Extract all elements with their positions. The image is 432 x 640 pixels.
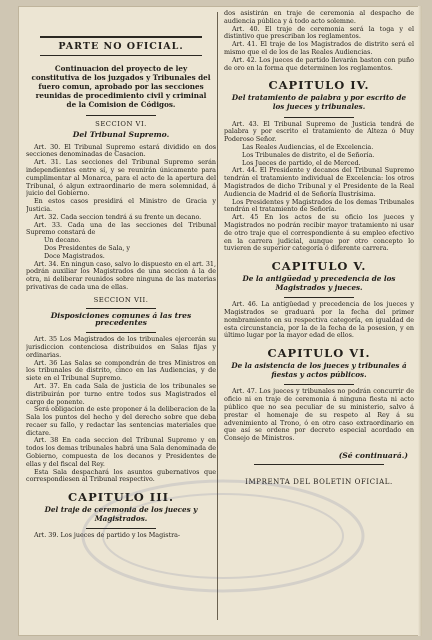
divider <box>86 332 156 333</box>
article-37: Art. 37. En cada Sala de justicia de los tribunales se distribuirán por turno entre todos sus Magistrados el cargo de ponente. <box>26 381 216 406</box>
divider <box>86 115 156 116</box>
article-39-continued: dos asistirán en traje de ceremonia al despacho de audiencia pública y á todo acto solemne. <box>224 10 414 25</box>
divider <box>86 308 156 309</box>
chapter-5-title: De la antigüedad y precedencia de los Magistrados y jueces. <box>242 274 396 292</box>
article-38-continued: Esta Sala despachará los asuntos gubernativos que correspondiesen al Tribunal respectivo. <box>26 467 216 484</box>
article-45: Art. 45 En los actos de su oficio los jueces y Magistrados no podrán recibir mayor tratamiento ni usar de otro traje que el correspondiente á su empleo efectivo en la carrera judicial, aunque por otro concepto lo tuvieren de superior categoría ó diferente carrera. <box>224 213 414 253</box>
newspaper-page <box>18 6 422 636</box>
article-43-item: Los Tribunales de distrito, el de Señoría. <box>242 150 375 159</box>
continuation-note: (Sé continuará.) <box>338 451 408 461</box>
divider <box>254 464 384 465</box>
article-43: Art. 43. El Tribunal Supremo de Justicia tendrá de palabra y por escrito el tratamiento de Alteza ó Muy Poderoso Señor. <box>224 119 414 144</box>
left-column <box>26 10 216 632</box>
article-47: Art. 47. Los jueces y tribunales no podrán concurrir de oficio ni en traje de ceremonia á ninguna fiesta ni acto público que no sea peculiar de su ministerio, salvo á prestar el homenaje de su respeto al Rey á su advenimiento al Trono, ó en otro caso extraordinario en que así se ordene por decreto especial acordado en Consejo de Ministros. <box>224 387 414 443</box>
section-7-title: Disposiciones comunes á las tres precedentes <box>50 310 192 328</box>
right-column <box>224 10 414 632</box>
article-44: Art. 44. El Presidente y decanos del Tribunal Supremo tendrán el tratamiento individual de Excelencia: los otros Magistrados de dicho Tribunal y el Presidente de la Real Audiencia de Madrid el de Señoría Ilustrísima. <box>224 166 414 198</box>
section-7-label: SECCION VII. <box>93 295 149 304</box>
article-35: Art. 35 Los Magistrados de los tribunales ejercerán su jurisdiccion contenciosa distribuidos en Salas fijas y ordinarias. <box>26 335 216 359</box>
article-43-item: Las Reales Audiencias, el de Excelencia. <box>242 142 374 151</box>
imprint-line: IMPRENTA DEL BOLETIN OFICIAL. <box>245 477 393 486</box>
article-36: Art. 36 Las Salas se compondrán de tres Ministros en los tribunales de distrito, cinco en las Audiencias, y de siete en el Tribunal Supremo. <box>26 358 216 383</box>
article-33-item: Dos Presidentes de Sala, y <box>44 243 131 252</box>
divider <box>284 297 354 298</box>
intro-paragraph: Continuacion del proyecto de ley constitutiva de los juzgados y Tribunales del fuero comun, aprobado por las secciones reunidas de procedimiento civil y criminal de la Comision de Códigos. <box>31 64 211 109</box>
article-41: Art. 41. El traje de los Magistrados de distrito será el mismo que el de los de las Reales Audiencias. <box>224 40 414 56</box>
page-edge-shadow <box>418 6 422 636</box>
divider <box>86 528 156 529</box>
article-37-continued: Será obligacion de este proponer á la deliberacion de la Sala los puntos del hecho y del derecho sobre que deba recaer su fallo, y redactar las sentencias materiales que dictare. <box>26 405 216 437</box>
article-31-continued: En estos casos presidirá el Ministro de Gracia y Justicia. <box>26 197 216 213</box>
chapter-4-label: CAPITULO IV. <box>268 78 370 93</box>
chapter-6-title: De la asistencia de los jueces y tribunales á fiestas y actos públicos. <box>231 361 407 379</box>
article-38: Art. 38 En cada seccion del Tribunal Supremo y en todos los demas tribunales habrá una Sala denominada de Gobierno, compuesta de los decanos y Presidentes de ellas y del fiscal del Rey. <box>26 436 216 468</box>
article-34: Art. 34. En ningun caso, salvo lo dispuesto en el art. 31, podrán auxiliar los Magistrados de una seccion á la de otra, ni deliberar reunidos sobre ninguna de las materias privativas de cada una de ellas. <box>26 259 216 291</box>
section-6-title: Del Tribunal Supremo. <box>72 129 170 139</box>
article-30: Art. 30. El Tribunal Supremo estará dividido en dos secciones denominadas de Casacion. <box>26 142 216 159</box>
divider <box>284 384 354 385</box>
article-46: Art. 46. La antigüedad y precedencia de los jueces y Magistrados se graduará por la fecha del primer nombramiento en su respectiva categoría, en igualdad de esta circunstancia, por la de la fecha de la posesion, y en último lugar por la mayor edad de ellos. <box>224 300 414 340</box>
article-31: Art. 31. Las secciones del Tribunal Supremo serán independientes entre sí, y se reunirán únicamente para cumplimentar al Monarca, para el acto de la apertura del Tribunal, ó algun extraordinario de mera solemnidad, á juicio del Gobierno. <box>26 158 216 198</box>
article-40: Art. 40. El traje de ceremonia será la toga y el distintivo que prescriban los reglamentos. <box>224 24 414 41</box>
chapter-6-label: CAPITULO VI. <box>267 346 371 361</box>
chapter-4-title: Del tratamiento de palabra y por escrito de los jueces y tribunales. <box>231 93 407 111</box>
chapter-3-label: CAPITULO III. <box>68 490 174 505</box>
article-42: Art. 42. Los jueces de partido llevarán baston con puño de oro en la forma que determinen los reglamentos. <box>224 55 414 72</box>
section-header: PARTE NO OFICIAL. <box>40 36 202 56</box>
article-44-continued: Los Presidentes y Magistrados de los demas Tribunales tendrán el tratamiento de Señoría. <box>224 197 414 214</box>
article-33-item: Doce Magistrados. <box>44 251 105 260</box>
article-33: Art. 33. Cada una de las secciones del Tribunal Supremo constará de <box>26 220 216 237</box>
divider <box>284 117 354 118</box>
column-rule <box>217 12 218 620</box>
article-33-item: Un decano. <box>44 236 81 245</box>
article-39: Art. 39. Los jueces de partido y los Magistra- <box>34 531 181 540</box>
chapter-3-title: Del traje de ceremonia de los jueces y Magistrados. <box>44 505 198 523</box>
article-43-item: Los Jueces de partido, el de Merced. <box>242 158 361 167</box>
section-6-label: SECCION VI. <box>95 120 147 128</box>
article-32: Art. 32. Cada seccion tendrá á su frente un decano. <box>34 212 202 221</box>
chapter-5-label: CAPITULO V. <box>271 259 367 274</box>
